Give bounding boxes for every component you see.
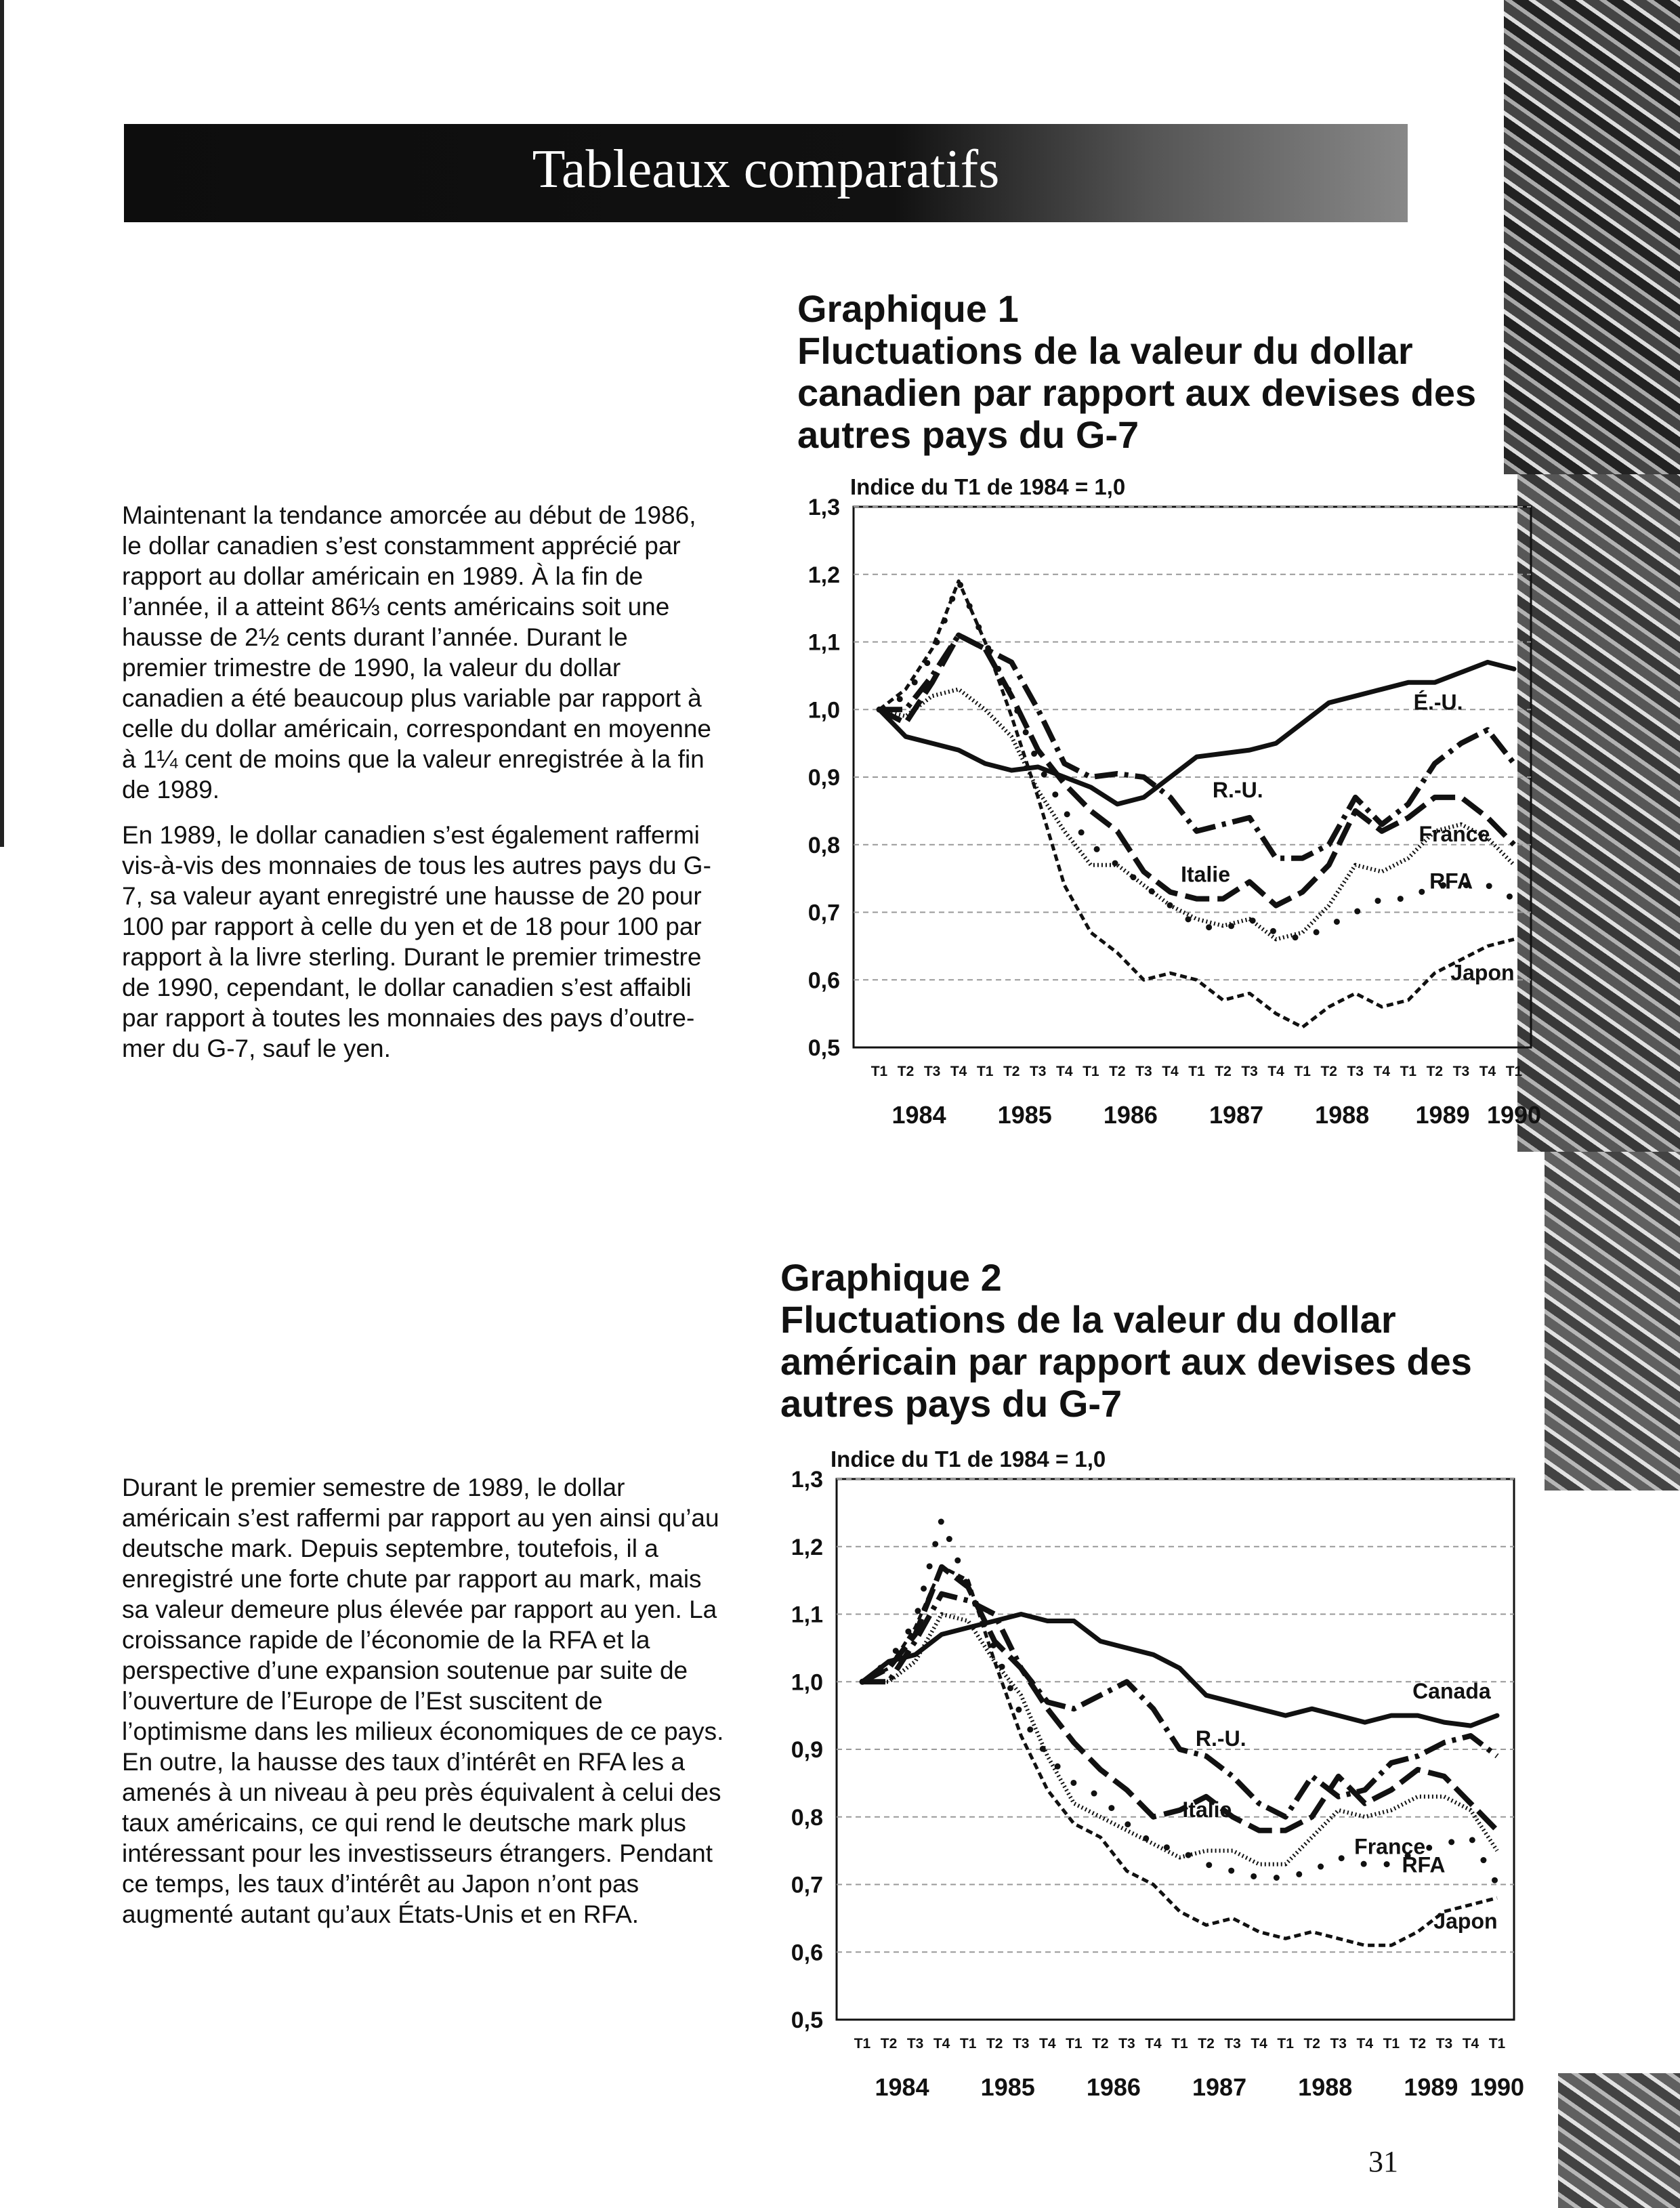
x-tick-label: T2 bbox=[986, 2036, 1003, 2051]
text-block-1 bbox=[122, 500, 711, 1079]
x-tick-label: T3 bbox=[1224, 2036, 1241, 2051]
text-block-2 bbox=[122, 1472, 732, 1944]
x-tick-label: T4 bbox=[1267, 1064, 1284, 1079]
y-tick-label: 0,7 bbox=[807, 900, 840, 926]
x-tick-label: T1 bbox=[870, 1064, 888, 1079]
year-label: 1989 bbox=[1404, 2073, 1458, 2101]
x-tick-label: T2 bbox=[1198, 2036, 1215, 2051]
x-tick-label: T3 bbox=[1118, 2036, 1135, 2051]
year-label: 1985 bbox=[980, 2073, 1035, 2101]
x-tick-label: T4 bbox=[1356, 2036, 1374, 2051]
x-tick-label: T3 bbox=[906, 2036, 924, 2051]
series-line bbox=[862, 1615, 1497, 1726]
series-label: É.-U. bbox=[1413, 690, 1463, 715]
y-tick-label: 0,8 bbox=[791, 1804, 823, 1831]
y-tick-label: 0,6 bbox=[807, 967, 840, 994]
x-tick-label: T4 bbox=[1162, 1064, 1179, 1079]
y-tick-label: 1,3 bbox=[807, 495, 840, 520]
x-tick-label: T2 bbox=[1003, 1064, 1020, 1079]
year-label: 1990 bbox=[1469, 2073, 1525, 2101]
x-tick-label: T2 bbox=[1109, 1064, 1126, 1079]
series-label: Canada bbox=[1412, 1679, 1491, 1704]
y-tick-label: 0,7 bbox=[791, 1872, 823, 1898]
year-label: 1985 bbox=[997, 1101, 1052, 1129]
x-tick-label: T1 bbox=[959, 2036, 977, 2051]
x-tick-label: T3 bbox=[1135, 1064, 1152, 1079]
paragraph-1: Maintenant la tendance amorcée au début de 1986, le dollar canadien s’est constamment apprécié par rapport au dollar américain en 1989. À la fin de l’année, il a atteint 86⅓ cents américains soit une hausse de 2½ cents durant l’année. Durant le premier trimestre de 1990, la valeur du dollar canadien a été beaucoup plus variable par rapport à celle du dollar américain, correspondant en moyenne à 1¼ cent de moins que la valeur enregistrée à la fin de 1989. bbox=[122, 501, 712, 804]
chart2-ylabel: Indice du T1 de 1984 = 1,0 bbox=[831, 1446, 1106, 1472]
banner bbox=[124, 124, 1408, 222]
series-label: RFA bbox=[1402, 1852, 1446, 1877]
chart2-title-line4: autres pays du G-7 bbox=[780, 1382, 1122, 1425]
x-tick-label: T1 bbox=[1488, 2036, 1506, 2051]
x-tick-label: T4 bbox=[1056, 1064, 1073, 1079]
year-label: 1988 bbox=[1298, 2073, 1353, 2101]
x-tick-label: T4 bbox=[1462, 2036, 1479, 2051]
chart1-title-line3: canadien par rapport aux devises des bbox=[797, 371, 1477, 414]
x-tick-label: T4 bbox=[1479, 1064, 1496, 1079]
series-label: RFA bbox=[1429, 869, 1473, 894]
chart1-title-line2: Fluctuations de la valeur du dollar bbox=[797, 329, 1413, 372]
x-tick-label: T3 bbox=[1241, 1064, 1258, 1079]
series-label: Japon bbox=[1433, 1909, 1498, 1934]
paragraph-2: En 1989, le dollar canadien s’est également raffermi vis-à-vis des monnaies de tous les autres pays du G-7, sa valeur ayant enregistré une hausse de 20 pour 100 par rapport à celle du yen et de 18 pour 100 par rapport à la livre sterling. Durant le premier trimestre de 1990, cependant, le dollar canadien s’est affaibli par rapport à toutes les monnaies des pays d’outre-mer du G-7, sauf le yen. bbox=[122, 821, 711, 1062]
x-tick-label: T2 bbox=[880, 2036, 898, 2051]
x-tick-label: T2 bbox=[1409, 2036, 1427, 2051]
year-label: 1986 bbox=[1086, 2073, 1141, 2101]
paragraph-3: Durant le premier semestre de 1989, le dollar américain s’est raffermi par rapport au yen ainsi qu’au deutsche mark. Depuis septembre, toutefois, il a enregistré une forte chute par rapport au mark, mais sa valeur demeure plus élevée par rapport au yen. La croissance rapide de l’économie de la RFA et la perspective d’une expansion soutenue par suite de l’ouverture de l’Europe de l’Est suscitent de l’optimisme dans les milieux économiques de ce pays. En outre, la hausse des taux d’intérêt en RFA les a amenés à un niveau à peu près équivalent à celui des taux américains, ce qui rend le deutsche mark plus intéressant pour les investisseurs étrangers. Pendant ce temps, les taux d’intérêt au Japon n’ont pas augmenté autant qu’aux États-Unis et en RFA. bbox=[122, 1474, 724, 1928]
x-tick-label: T3 bbox=[1347, 1064, 1364, 1079]
y-tick-label: 1,0 bbox=[791, 1669, 823, 1696]
series-label: France bbox=[1354, 1834, 1426, 1859]
y-tick-label: 1,0 bbox=[807, 697, 840, 724]
chart1-svg bbox=[786, 495, 1599, 1138]
left-rule bbox=[0, 0, 4, 847]
x-tick-label: T2 bbox=[1215, 1064, 1232, 1079]
x-tick-label: T2 bbox=[1320, 1064, 1337, 1079]
series-line bbox=[879, 689, 1514, 939]
x-tick-label: T1 bbox=[1400, 1064, 1417, 1079]
y-tick-label: 1,2 bbox=[807, 562, 840, 588]
year-label: 1986 bbox=[1103, 1101, 1158, 1129]
plot-frame bbox=[837, 1479, 1514, 2020]
chart1-number: Graphique 1 bbox=[797, 287, 1019, 330]
x-tick-label: T3 bbox=[1452, 1064, 1470, 1079]
x-tick-label: T1 bbox=[976, 1064, 994, 1079]
y-tick-label: 1,1 bbox=[791, 1602, 823, 1628]
year-label: 1990 bbox=[1486, 1101, 1542, 1129]
series-label: R.-U. bbox=[1195, 1726, 1246, 1751]
year-label: 1989 bbox=[1415, 1101, 1470, 1129]
x-tick-label: T2 bbox=[897, 1064, 915, 1079]
chart2-title-line2: Fluctuations de la valeur du dollar bbox=[780, 1298, 1396, 1341]
y-tick-label: 0,6 bbox=[791, 1940, 823, 1966]
y-tick-label: 0,5 bbox=[791, 2007, 823, 2033]
x-tick-label: T1 bbox=[1277, 2036, 1294, 2051]
margin-texture-top bbox=[1504, 0, 1680, 474]
x-tick-label: T1 bbox=[1171, 2036, 1188, 2051]
y-tick-label: 0,9 bbox=[807, 765, 840, 791]
x-tick-label: T1 bbox=[1294, 1064, 1311, 1079]
series-label: R.-U. bbox=[1212, 777, 1263, 802]
year-label: 1987 bbox=[1192, 2073, 1247, 2101]
y-tick-label: 0,5 bbox=[807, 1035, 840, 1061]
series-label: Japon bbox=[1450, 960, 1515, 985]
year-label: 1987 bbox=[1209, 1101, 1264, 1129]
x-tick-label: T2 bbox=[1303, 2036, 1320, 2051]
x-tick-label: T1 bbox=[1066, 2036, 1083, 2051]
series-line bbox=[862, 1520, 1497, 1885]
chart2-heading bbox=[780, 1257, 1472, 1425]
x-tick-label: T4 bbox=[933, 2036, 950, 2051]
x-tick-label: T1 bbox=[1383, 2036, 1400, 2051]
x-tick-label: T4 bbox=[1145, 2036, 1162, 2051]
x-tick-label: T1 bbox=[1083, 1064, 1099, 1079]
x-tick-label: T4 bbox=[1251, 2036, 1267, 2051]
series-label: France bbox=[1419, 821, 1490, 846]
margin-texture-lower bbox=[1545, 1152, 1680, 1491]
chart1-title-line4: autres pays du G-7 bbox=[797, 413, 1139, 456]
x-tick-label: T3 bbox=[923, 1064, 941, 1079]
series-line bbox=[862, 1615, 1497, 1865]
y-tick-label: 1,1 bbox=[807, 629, 840, 656]
x-tick-label: T2 bbox=[1426, 1064, 1444, 1079]
x-tick-label: T4 bbox=[1039, 2036, 1056, 2051]
chart2-number: Graphique 2 bbox=[780, 1256, 1002, 1299]
x-tick-label: T3 bbox=[1330, 2036, 1347, 2051]
x-tick-label: T1 bbox=[1188, 1064, 1205, 1079]
x-tick-label: T3 bbox=[1029, 1064, 1047, 1079]
year-label: 1984 bbox=[875, 2073, 929, 2101]
series-label: Italie bbox=[1182, 1797, 1232, 1822]
x-tick-label: T1 bbox=[1505, 1064, 1523, 1079]
y-tick-label: 1,2 bbox=[791, 1534, 823, 1560]
chart2-title-line3: américain par rapport aux devises des bbox=[780, 1340, 1472, 1383]
chart1-ylabel: Indice du T1 de 1984 = 1,0 bbox=[850, 474, 1126, 499]
x-tick-label: T2 bbox=[1092, 2036, 1109, 2051]
x-tick-label: T1 bbox=[854, 2036, 871, 2051]
page-number: 31 bbox=[1368, 2145, 1398, 2178]
x-tick-label: T3 bbox=[1435, 2036, 1453, 2051]
year-label: 1984 bbox=[891, 1101, 946, 1129]
y-tick-label: 0,9 bbox=[791, 1737, 823, 1763]
series-line bbox=[862, 1567, 1497, 1831]
series-line bbox=[879, 581, 1514, 1027]
x-tick-label: T3 bbox=[1012, 2036, 1030, 2051]
y-tick-label: 1,3 bbox=[791, 1467, 823, 1493]
year-label: 1988 bbox=[1315, 1101, 1370, 1129]
series-line bbox=[879, 662, 1514, 804]
series-label: Italie bbox=[1181, 862, 1230, 887]
x-tick-label: T4 bbox=[1373, 1064, 1391, 1079]
chart2-svg bbox=[769, 1467, 1582, 2110]
chart1-heading bbox=[797, 288, 1476, 456]
banner-title: Tableaux comparatifs bbox=[532, 140, 1000, 199]
series-line bbox=[862, 1567, 1497, 1946]
x-tick-label: T4 bbox=[950, 1064, 967, 1079]
y-tick-label: 0,8 bbox=[807, 832, 840, 858]
